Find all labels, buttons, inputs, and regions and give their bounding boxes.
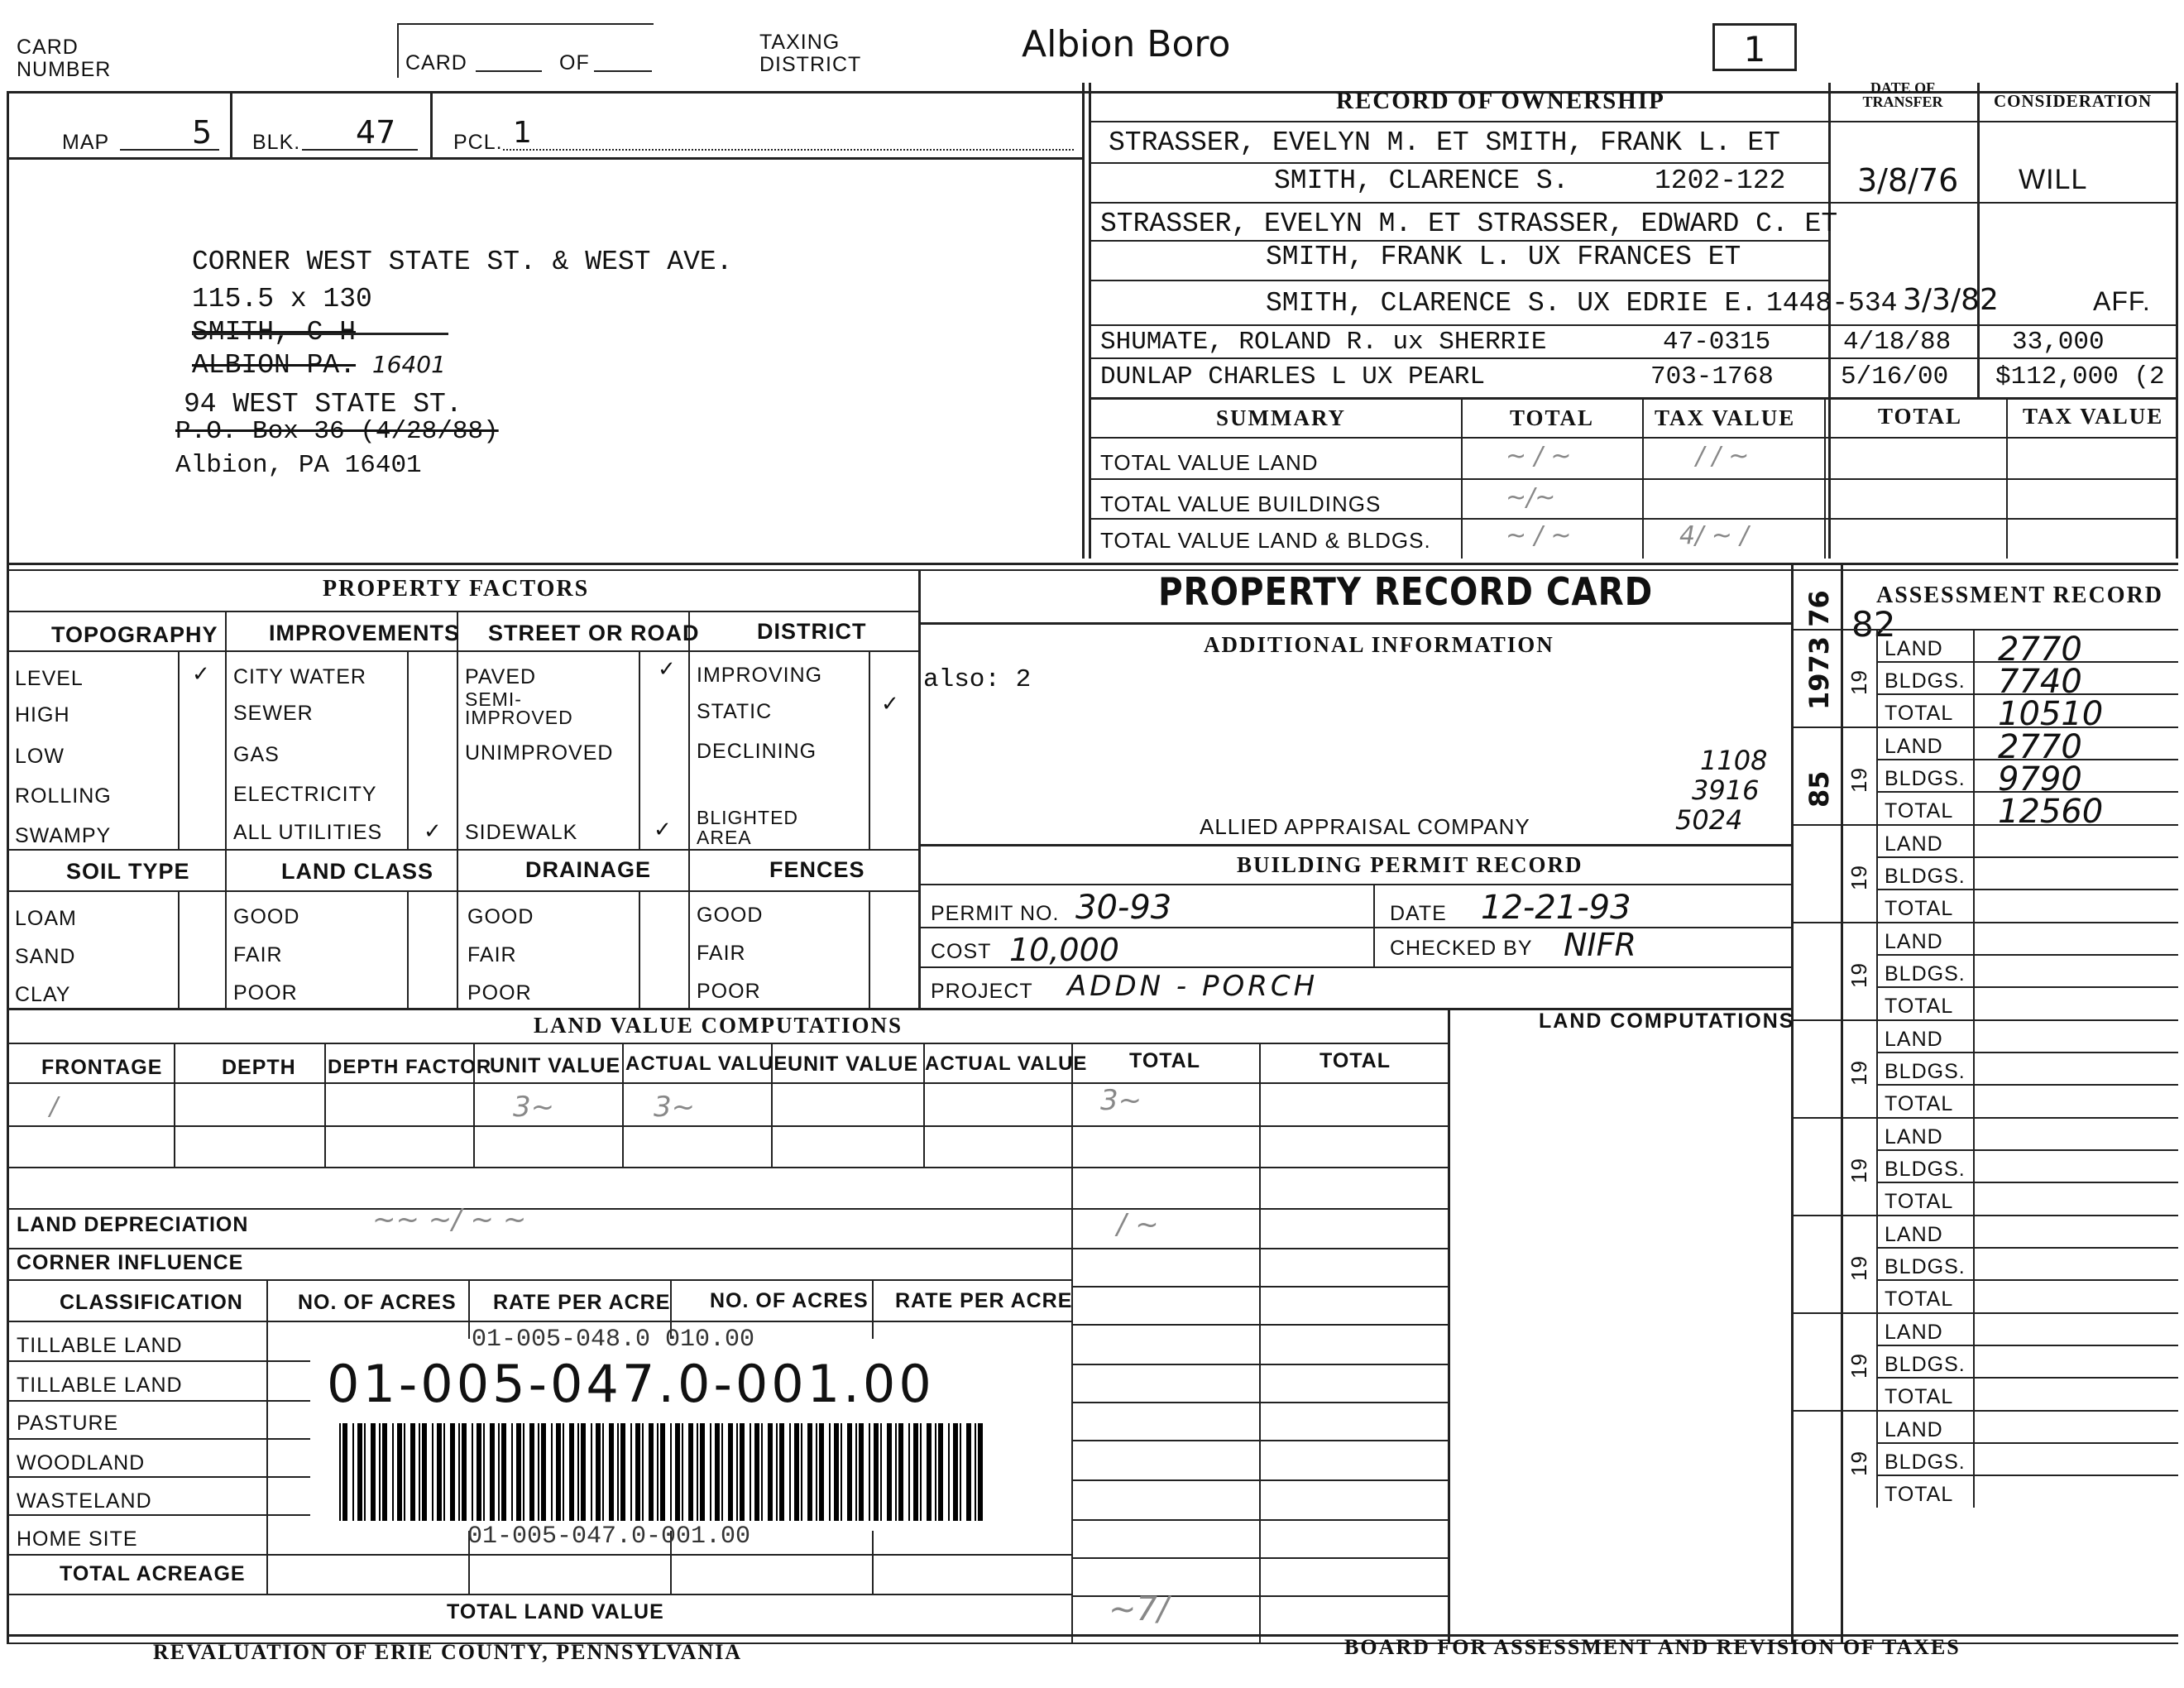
- checked-by-value: NIFR: [1564, 927, 1636, 963]
- barcode-bar: [715, 1423, 720, 1521]
- total-acreage: TOTAL ACREAGE: [60, 1562, 246, 1585]
- landclass-poor: POOR: [233, 981, 298, 1005]
- assessment-value: 2770: [1998, 631, 2082, 669]
- owner-2-line-3: SMITH, CLARENCE S. UX EDRIE E.: [1266, 288, 1758, 319]
- zip-handwritten: 16401: [371, 351, 446, 378]
- owner-4-date: 5/16/00: [1841, 362, 1949, 391]
- owner-4-deed: 703-1768: [1650, 362, 1774, 391]
- barcode-bar: [768, 1423, 773, 1521]
- owner-3-deed: 47-0315: [1663, 328, 1771, 357]
- barcode-bar: [419, 1423, 420, 1521]
- barcode-bar: [410, 1423, 415, 1521]
- class-wasteland: WASTELAND: [17, 1489, 152, 1513]
- assessment-row-label: LAND: [1885, 1418, 1943, 1441]
- check-sidewalk: ✓: [654, 818, 672, 842]
- barcode-bar: [750, 1423, 751, 1521]
- owner-2-consideration: AFF.: [2093, 286, 2151, 316]
- barcode-bar: [688, 1423, 693, 1521]
- barcode-bar: [779, 1423, 784, 1521]
- barcode-bar: [581, 1423, 586, 1521]
- check-level: ✓: [192, 662, 210, 687]
- assessment-row-label: BLDGS.: [1885, 865, 1966, 888]
- barcode-top-text: 01-005-048.0 010.00: [472, 1326, 755, 1354]
- owner-2-line-2: SMITH, FRANK L. UX FRANCES ET: [1266, 242, 1741, 272]
- class-col-acres-2: NO. OF ACRES: [710, 1289, 869, 1312]
- improvements-header: IMPROVEMENTS: [269, 621, 461, 645]
- barcode-bar: [938, 1423, 943, 1521]
- barcode-bottom-text: 01-005-047.0-001.00: [467, 1523, 751, 1551]
- lv-col-total-2: TOTAL: [1320, 1049, 1391, 1072]
- barcode-bar: [682, 1423, 683, 1521]
- barcode-bar: [609, 1423, 614, 1521]
- drainage-header: DRAINAGE: [525, 857, 652, 882]
- barcode-bar: [935, 1423, 936, 1521]
- barcode-bar: [357, 1423, 362, 1521]
- impr-all-utilities: ALL UTILITIES: [233, 821, 383, 844]
- topo-swampy: SWAMPY: [15, 824, 112, 847]
- barcode-bar: [874, 1423, 879, 1521]
- assessment-year: 1973 76: [1803, 590, 1835, 710]
- assessment-top-mark: 82: [1851, 604, 1896, 645]
- fences-good: GOOD: [697, 904, 764, 927]
- barcode-bar: [740, 1423, 745, 1521]
- barcode-bar: [529, 1423, 534, 1521]
- owner-1-consideration: WILL: [2019, 164, 2088, 195]
- barcode-bar: [807, 1423, 812, 1521]
- owner-4-line-1: DUNLAP CHARLES L UX PEARL: [1100, 362, 1486, 391]
- owner-3-date: 4/18/88: [1843, 328, 1952, 357]
- assessment-row-label: LAND: [1885, 1125, 1943, 1149]
- class-col-classification: CLASSIFICATION: [60, 1291, 243, 1314]
- assessment-year-prefix: 19: [1846, 1353, 1871, 1379]
- assessment-year-prefix: 19: [1846, 767, 1871, 793]
- class-tillable-1: TILLABLE LAND: [17, 1334, 183, 1357]
- barcode-bar: [697, 1423, 698, 1521]
- assessment-row-label: LAND: [1885, 1223, 1943, 1246]
- assessment-row-label: LAND: [1885, 1321, 1943, 1344]
- lv-col-unit-value-2: UNIT VALUE: [788, 1053, 919, 1076]
- hand-number-3: 5024: [1675, 804, 1743, 836]
- barcode-bar: [855, 1423, 857, 1521]
- barcode-bar: [443, 1423, 445, 1521]
- barcode-bar: [339, 1423, 341, 1521]
- address-line-2: 115.5 x 130: [192, 284, 372, 314]
- barcode-bar: [801, 1423, 802, 1521]
- assessment-row-label: BLDGS.: [1885, 962, 1966, 985]
- owner-3-line-1: SHUMATE, ROLAND R. ux SHERRIE: [1100, 328, 1547, 357]
- barcode-bar: [541, 1423, 546, 1521]
- barcode-bar: [591, 1423, 592, 1521]
- barcode-bar: [834, 1423, 839, 1521]
- barcode-bar: [538, 1423, 539, 1521]
- address-line-5: 94 WEST STATE ST.: [184, 389, 462, 420]
- summary-row-land: TOTAL VALUE LAND: [1100, 450, 1319, 475]
- impr-electricity: ELECTRICITY: [233, 783, 377, 806]
- total-land-value: TOTAL LAND VALUE: [447, 1600, 664, 1623]
- impr-sewer: SEWER: [233, 702, 314, 725]
- topo-rolling: ROLLING: [15, 784, 112, 808]
- blk-label: BLK.: [252, 131, 301, 154]
- owner-1-line-2: SMITH, CLARENCE S.: [1274, 165, 1569, 196]
- barcode-bar: [649, 1423, 654, 1521]
- lv-col-unit-value: UNIT VALUE: [490, 1054, 621, 1077]
- consideration-header: CONSIDERATION: [1994, 91, 2153, 111]
- land-depreciation: LAND DEPRECIATION: [17, 1213, 249, 1236]
- assessment-value: 12560: [1998, 793, 2104, 831]
- property-factors-title: PROPERTY FACTORS: [323, 576, 590, 602]
- assessment-row-label: TOTAL: [1885, 1483, 1954, 1506]
- assessment-row-label: TOTAL: [1885, 897, 1954, 920]
- fences-header: FENCES: [769, 857, 865, 882]
- address-line-7: Albion, PA 16401: [175, 451, 422, 480]
- assessment-row-label: LAND: [1885, 832, 1943, 856]
- district-header: DISTRICT: [757, 619, 867, 644]
- barcode-bar: [437, 1423, 442, 1521]
- barcode-bar: [816, 1423, 817, 1521]
- barcode-bar: [352, 1423, 354, 1521]
- assessment-row-label: BLDGS.: [1885, 767, 1966, 790]
- district-blighted: BLIGHTED AREA: [697, 807, 799, 848]
- check-paved: ✓: [658, 657, 676, 682]
- assessment-value: 9790: [1998, 760, 2082, 798]
- additional-note: also: 2: [923, 665, 1032, 694]
- barcode-bar: [404, 1423, 405, 1521]
- additional-title: ADDITIONAL INFORMATION: [1204, 632, 1554, 657]
- blk-value: 47: [356, 114, 396, 151]
- pcl-value: 1: [513, 116, 532, 150]
- soil-clay: CLAY: [15, 983, 71, 1006]
- barcode-bar: [620, 1423, 625, 1521]
- drainage-good: GOOD: [467, 905, 534, 928]
- check-all-utilities: ✓: [424, 819, 442, 844]
- assessment-year-prefix: 19: [1846, 865, 1871, 890]
- assessment-row-label: LAND: [1885, 930, 1943, 953]
- fences-poor: POOR: [697, 980, 761, 1003]
- date-of-transfer-header: DATE OF TRANSFER: [1862, 79, 1943, 110]
- class-col-rate: RATE PER ACRE: [493, 1291, 671, 1314]
- barcode-bar: [458, 1423, 460, 1521]
- district-improving: IMPROVING: [697, 664, 823, 687]
- street-paved: PAVED: [465, 665, 537, 688]
- barcode-bar: [736, 1423, 738, 1521]
- of-label: OF: [559, 51, 590, 74]
- barcode-bar: [563, 1423, 564, 1521]
- impr-gas: GAS: [233, 743, 280, 766]
- lv-col-depth-factor: DEPTH FACTOR: [328, 1056, 492, 1078]
- assessment-row-label: TOTAL: [1885, 1092, 1954, 1115]
- class-col-acres: NO. OF ACRES: [298, 1291, 457, 1314]
- street-semi-improved: SEMI- IMPROVED: [465, 688, 573, 728]
- lv-col-actual-value: ACTUAL VALUE: [625, 1053, 788, 1075]
- address-line-6: P.O. Box 36 (4/28/88): [175, 417, 499, 446]
- taxing-district-label: TAXING DISTRICT: [759, 31, 862, 76]
- barcode-bar: [920, 1423, 922, 1521]
- barcode-bar: [392, 1423, 394, 1521]
- summary-total-header-2: TOTAL: [1878, 404, 1963, 429]
- permit-no-label: PERMIT NO.: [931, 902, 1060, 925]
- hand-number-1: 1108: [1700, 745, 1768, 776]
- card-title: PROPERTY RECORD CARD: [1158, 569, 1654, 614]
- barcode-bar: [516, 1423, 521, 1521]
- barcode-bar: [602, 1423, 604, 1521]
- barcode-bar: [511, 1423, 513, 1521]
- barcode-handwritten: 01-005-047.0-001.00: [327, 1354, 935, 1414]
- barcode-bar: [913, 1423, 918, 1521]
- barcode-bar: [847, 1423, 852, 1521]
- owner-2-date: 3/3/82: [1903, 283, 1999, 317]
- barcode-bar: [841, 1423, 842, 1521]
- barcode-bar: [657, 1423, 659, 1521]
- assessment-year: 85: [1803, 770, 1835, 808]
- owner-2-deed: 1448-534: [1766, 288, 1898, 319]
- land-value-title: LAND VALUE COMPUTATIONS: [534, 1013, 903, 1038]
- owner-1-deed: 1202-122: [1655, 165, 1786, 196]
- barcode-bar: [869, 1423, 870, 1521]
- summary-title: SUMMARY: [1216, 405, 1347, 430]
- barcode-bar: [887, 1423, 892, 1521]
- card-number-label: CARD NUMBER: [17, 36, 112, 81]
- barcode-bar: [596, 1423, 601, 1521]
- barcode-bar: [379, 1423, 381, 1521]
- corner-influence: CORNER INFLUENCE: [17, 1251, 244, 1274]
- soil-loam: LOAM: [15, 907, 77, 930]
- permit-date-value: 12-21-93: [1481, 889, 1631, 927]
- summary-row-land-bldgs: TOTAL VALUE LAND & BLDGS.: [1100, 528, 1431, 553]
- assessment-row-label: LAND: [1885, 1028, 1943, 1051]
- hand-number-2: 3916: [1692, 774, 1760, 806]
- barcode-icon: [339, 1423, 993, 1521]
- permit-date-label: DATE: [1390, 902, 1447, 925]
- class-woodland: WOODLAND: [17, 1451, 146, 1475]
- permit-title: BUILDING PERMIT RECORD: [1237, 852, 1583, 877]
- barcode-bar: [953, 1423, 958, 1521]
- summary-row-buildings: TOTAL VALUE BUILDINGS: [1100, 492, 1382, 516]
- address-line-4: [192, 350, 446, 381]
- barcode-bar: [700, 1423, 705, 1521]
- soil-header: SOIL TYPE: [66, 859, 190, 884]
- barcode-bar: [551, 1423, 553, 1521]
- topo-high: HIGH: [15, 703, 70, 727]
- assessment-row-label: TOTAL: [1885, 1190, 1954, 1213]
- barcode-bar: [754, 1423, 759, 1521]
- assessment-year-prefix: 19: [1846, 1451, 1871, 1476]
- district-declining: DECLINING: [697, 740, 817, 763]
- assessment-title: ASSESSMENT RECORD: [1876, 583, 2164, 608]
- pcl-label: PCL.: [453, 131, 503, 154]
- assessment-row-label: TOTAL: [1885, 1288, 1954, 1311]
- barcode-bar: [670, 1423, 672, 1521]
- permit-cost-value: 10,000: [1009, 932, 1119, 968]
- barcode-bar: [472, 1423, 473, 1521]
- barcode-bar: [710, 1423, 711, 1521]
- barcode-bar: [721, 1423, 723, 1521]
- assessment-row-label: BLDGS.: [1885, 669, 1966, 693]
- barcode-bar: [498, 1423, 500, 1521]
- barcode-bar: [948, 1423, 950, 1521]
- assessment-row-label: TOTAL: [1885, 1385, 1954, 1408]
- impr-city-water: CITY WATER: [233, 665, 366, 688]
- barcode-bar: [462, 1423, 467, 1521]
- taxing-district-value: Albion Boro: [1022, 23, 1231, 65]
- checked-by-label: CHECKED BY: [1390, 937, 1533, 960]
- barcode-bar: [819, 1423, 824, 1521]
- assessment-row-label: BLDGS.: [1885, 1060, 1966, 1083]
- topo-level: LEVEL: [15, 667, 84, 690]
- owner-3-consideration: 33,000: [2012, 328, 2105, 357]
- box-number-value: 1: [1743, 29, 1766, 70]
- lv-col-frontage: FRONTAGE: [41, 1056, 163, 1079]
- street-sidewalk: SIDEWALK: [465, 821, 578, 844]
- barcode-bar: [490, 1423, 495, 1521]
- project-value: ADDN - PORCH: [1067, 970, 1319, 1003]
- land-computations-title: LAND COMPUTATIONS: [1539, 1009, 1795, 1033]
- box-number: [1712, 23, 1797, 71]
- class-home-site: HOME SITE: [17, 1527, 138, 1551]
- assessment-value: 2770: [1998, 728, 2082, 766]
- topo-low: LOW: [15, 745, 65, 768]
- street-header: STREET OR ROAD: [488, 621, 700, 645]
- lv-col-total: TOTAL: [1129, 1049, 1201, 1072]
- check-static: ✓: [881, 692, 899, 717]
- barcode-bar: [927, 1423, 932, 1521]
- landclass-good: GOOD: [233, 905, 300, 928]
- assessment-year-prefix: 19: [1846, 962, 1871, 988]
- class-col-rate-2: RATE PER ACRE: [895, 1289, 1073, 1312]
- class-pasture: PASTURE: [17, 1412, 119, 1435]
- drainage-poor: POOR: [467, 981, 532, 1005]
- assessment-row-label: BLDGS.: [1885, 1353, 1966, 1376]
- assessment-year-prefix: 19: [1846, 669, 1871, 695]
- assessment-row-label: BLDGS.: [1885, 1255, 1966, 1278]
- barcode-bar: [523, 1423, 524, 1521]
- barcode-bar: [829, 1423, 831, 1521]
- barcode-bar: [895, 1423, 897, 1521]
- class-tillable-2: TILLABLE LAND: [17, 1374, 183, 1397]
- barcode-bar: [577, 1423, 579, 1521]
- ownership-title: RECORD OF OWNERSHIP: [1336, 88, 1665, 114]
- barcode-bar: [859, 1423, 864, 1521]
- assessment-row-label: TOTAL: [1885, 995, 1954, 1018]
- barcode-bar: [477, 1423, 481, 1521]
- barcode-bar: [397, 1423, 402, 1521]
- barcode-bar: [450, 1423, 455, 1521]
- barcode-bar: [422, 1423, 427, 1521]
- barcode-bar: [728, 1423, 733, 1521]
- summary-tax-header: TAX VALUE: [1655, 405, 1796, 430]
- assessment-row-label: TOTAL: [1885, 799, 1954, 822]
- barcode-bar: [371, 1423, 376, 1521]
- barcode-bar: [501, 1423, 506, 1521]
- assessment-year-prefix: 19: [1846, 1255, 1871, 1281]
- assessment-row-label: TOTAL: [1885, 702, 1954, 725]
- summary-tax-header-2: TAX VALUE: [2023, 404, 2164, 429]
- barcode-bar: [789, 1423, 791, 1521]
- permit-cost-label: COST: [931, 940, 992, 963]
- barcode-bar: [630, 1423, 632, 1521]
- address-line-4-text: ALBION PA.: [192, 350, 357, 381]
- summary-total-header: TOTAL: [1510, 405, 1595, 430]
- footer-right: BOARD FOR ASSESSMENT AND REVISION OF TAXES: [1344, 1635, 1961, 1659]
- assessment-value: 7740: [1998, 663, 2082, 701]
- address-line-1: CORNER WEST STATE ST. & WEST AVE.: [192, 247, 733, 277]
- barcode-bar: [978, 1423, 983, 1521]
- barcode-bar: [483, 1423, 485, 1521]
- barcode-bar: [617, 1423, 619, 1521]
- barcode-bar: [675, 1423, 680, 1521]
- barcode-bar: [382, 1423, 387, 1521]
- owner-2-line-1: STRASSER, EVELYN M. ET STRASSER, EDWARD C. ET: [1100, 209, 1838, 239]
- street-unimproved: UNIMPROVED: [465, 741, 614, 765]
- barcode-sticker: [310, 1326, 1046, 1551]
- map-label: MAP: [62, 131, 110, 154]
- assessment-row-label: LAND: [1885, 735, 1943, 758]
- barcode-bar: [635, 1423, 640, 1521]
- barcode-bar: [569, 1423, 574, 1521]
- barcode-bar: [342, 1423, 347, 1521]
- fences-fair: FAIR: [697, 942, 746, 965]
- barcode-bar: [432, 1423, 433, 1521]
- owner-1-line-1: STRASSER, EVELYN M. ET SMITH, FRANK L. ET: [1109, 127, 1780, 158]
- project-label: PROJECT: [931, 980, 1033, 1003]
- assessment-year-prefix: 19: [1846, 1060, 1871, 1086]
- barcode-bar: [966, 1423, 971, 1521]
- owner-1-date: 3/8/76: [1857, 162, 1959, 199]
- lv-col-actual-value-2: ACTUAL VALUE: [925, 1053, 1088, 1075]
- barcode-bar: [975, 1423, 976, 1521]
- barcode-bar: [908, 1423, 910, 1521]
- map-value: 5: [192, 114, 213, 151]
- landclass-fair: FAIR: [233, 943, 283, 966]
- barcode-bar: [660, 1423, 665, 1521]
- barcode-bar: [960, 1423, 961, 1521]
- allied-appraisal: ALLIED APPRAISAL COMPANY: [1200, 814, 1530, 839]
- barcode-bar: [556, 1423, 561, 1521]
- barcode-bar: [776, 1423, 778, 1521]
- lv-col-depth: DEPTH: [222, 1056, 296, 1079]
- barcode-bar: [761, 1423, 763, 1521]
- footer-left: REVALUATION OF ERIE COUNTY, PENNSYLVANIA: [153, 1640, 743, 1664]
- land-class-header: LAND CLASS: [281, 859, 433, 884]
- card-label: CARD: [405, 51, 467, 74]
- assessment-row-label: BLDGS.: [1885, 1451, 1966, 1474]
- soil-sand: SAND: [15, 945, 76, 968]
- permit-no-value: 30-93: [1075, 889, 1172, 927]
- district-static: STATIC: [697, 700, 773, 723]
- assessment-year-prefix: 19: [1846, 1158, 1871, 1183]
- assessment-row-label: LAND: [1885, 637, 1943, 660]
- barcode-bar: [794, 1423, 799, 1521]
- assessment-value: 10510: [1998, 695, 2104, 733]
- assessment-row-label: BLDGS.: [1885, 1158, 1966, 1181]
- address-line-3: SMITH, C H: [192, 317, 357, 348]
- barcode-bar: [880, 1423, 882, 1521]
- owner-4-consideration: $112,000 (2: [1995, 362, 2165, 391]
- barcode-bar: [898, 1423, 903, 1521]
- barcode-bar: [642, 1423, 644, 1521]
- topography-header: TOPOGRAPHY: [51, 622, 218, 647]
- drainage-fair: FAIR: [467, 943, 517, 966]
- barcode-bar: [364, 1423, 366, 1521]
